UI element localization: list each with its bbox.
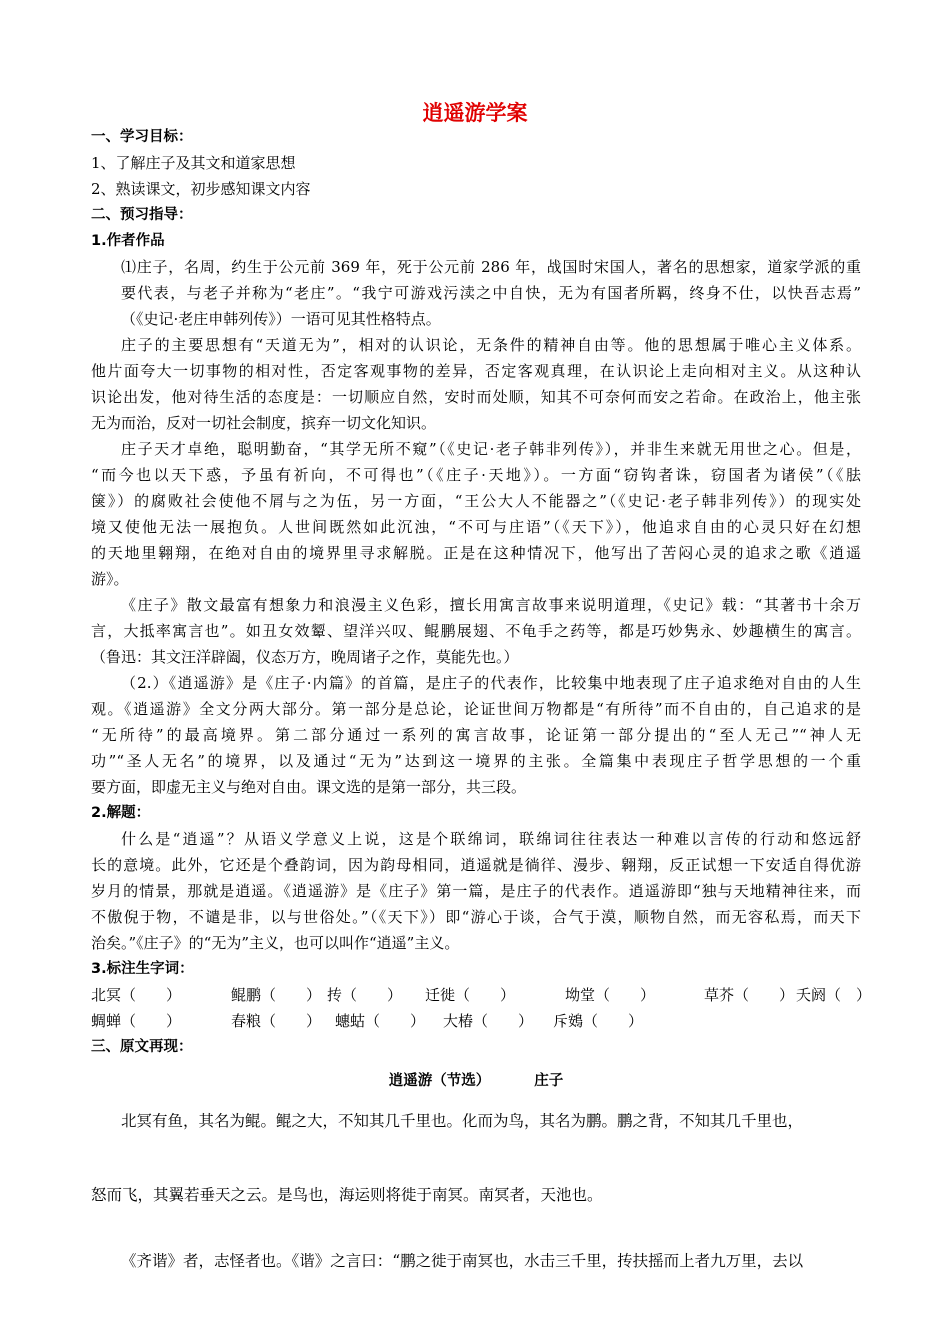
section-heading-goals: 一、学习目标： [91, 129, 193, 145]
vocab-blank: 坳堂（ ） [565, 986, 656, 1004]
paragraph-line: 庄子的主要思想有“天道无为”，相对的认识论，无条件的精神自由等。他的思想属于唯心主义体系。 [121, 336, 861, 354]
goal-item: 1、了解庄子及其文和道家思想 [91, 154, 296, 172]
original-text-line: 《齐谐》者，志怪者也。《谐》之言曰：“鹏之徙于南冥也，水击三千里，抟扶摇而上者九万里，去以 [121, 1252, 804, 1270]
paragraph-line: （《史记·老庄申韩列传》）一语可见其性格特点。 [121, 310, 441, 328]
paragraph-line: 观。《逍遥游》全文分两大部分。第一部分是总论，论证世间万物都是“有所待”而不自由的，自己追求的是 [91, 700, 861, 718]
section-heading-preview: 二、预习指导： [91, 207, 193, 223]
page-title: 逍遥游学案 [422, 101, 528, 125]
paragraph-line: 无为而治，反对一切社会制度，摈弃一切文化知识。 [91, 414, 437, 432]
vocab-blank: 大椿（ ） [443, 1012, 534, 1030]
vocab-blank: 春粮（ ） [231, 1012, 322, 1030]
paragraph-line: 要代表，与老子并称为“老庄”。“我宁可游戏污渎之中自快，无为有国者所羁，终身不仕，以快吾志焉” [121, 284, 861, 302]
paragraph-line: 箧》）的腐败社会使他不屑与之为伍，另一方面，“王公大人不能器之”（《史记·老子韩非列传》）的现实处 [91, 492, 861, 510]
paragraph-line: 岁月的情景，那就是逍遥。《逍遥游》是《庄子》第一篇，是庄子的代表作。逍遥游即“独与天地精神往来，而 [91, 882, 861, 900]
document-body [91, 124, 872, 1274]
paragraph-line: （鲁迅：其文汪洋辟阖，仪态万方，晚周诸子之作，莫能先也。） [91, 648, 519, 666]
subheading-author-works: 1.作者作品 [91, 233, 165, 249]
paragraph-line: 要方面，即虚无主义与绝对自由。课文选的是第一部分，共三段。 [91, 778, 527, 796]
work-title-line [91, 1066, 861, 1096]
subheading-title-explain: 2.解题： [91, 805, 151, 821]
goal-item: 2、熟读课文，初步感知课文内容 [91, 180, 311, 198]
paragraph-background [91, 436, 861, 592]
paragraph-line: 庄子天才卓绝，聪明勤奋，“其学无所不窥”（《史记·老子韩非列传》），并非生来就无用世之心。但是， [121, 440, 861, 458]
paragraph-thought [91, 332, 861, 436]
work-title: 逍遥游（节选） [388, 1073, 491, 1089]
paragraph-line: 言，大抵率寓言也”。如丑女效颦、望洋兴叹、鲲鹏展翅、不龟手之药等，都是巧妙隽永、妙趣横生的寓言。 [91, 622, 861, 640]
paragraph-prose-style [91, 592, 861, 670]
vocab-row [91, 1008, 861, 1034]
section-heading-original-text: 三、原文再现： [91, 1039, 193, 1055]
paragraph-line: 《庄子》散文最富有想象力和浪漫主义色彩，擅长用寓言故事来说明道理，《史记》载：“其著书十余万 [121, 596, 861, 614]
paragraph-line: 功”“圣人无名”的境界，以及通过“无为”达到这一境界的主张。全篇集中表现庄子哲学思想的一个重 [91, 752, 861, 770]
vocab-blank: 鲲鹏（ ） [231, 986, 322, 1004]
vocab-blank: 北冥（ ） [91, 986, 182, 1004]
paragraph-line: “而今也以天下惑，予虽有祈向，不可得也”（《庄子·天地》）。一方面“窃钩者诛，窃国者为诸侯”（《胠 [91, 466, 861, 484]
paragraph-line: ⑴庄子，名周，约生于公元前 369 年，死于公元前 286 年，战国时宋国人，著名的思想家，道家学派的重 [121, 258, 861, 276]
paragraph-xiaoyaoyou [91, 670, 861, 800]
subheading-vocabulary: 3.标注生字词： [91, 961, 194, 977]
vocab-blank: 抟（ ） [327, 986, 403, 1004]
paragraph-line: （2.）《逍遥游》是《庄子·内篇》的首篇，是庄子的代表作，比较集中地表现了庄子追求绝对自由的人生 [121, 674, 861, 692]
original-text-line: 北冥有鱼，其名为鲲。鲲之大，不知其几千里也。化而为鸟，其名为鹏。鹏之背，不知其几千里也， [121, 1112, 804, 1130]
paragraph-line: 不傲倪于物，不谴是非，以与世俗处。”（《天下》）即“游心于谈，合气于漠，顺物自然，而无容私焉，而天下 [91, 908, 861, 926]
vocab-blank: 斥鴳（ ） [553, 1012, 644, 1030]
vocab-blank: 夭阏（ ） [796, 986, 872, 1004]
paragraph-line: 治矣。”《庄子》的“无为”主义，也可以叫作“逍遥”主义。 [91, 934, 460, 952]
paragraph-line: 境又使他无法一展抱负。人世间既然如此沉浊，“不可与庄语”（《天下》），他追求自由的心灵只好在幻想 [91, 518, 861, 536]
vocab-row [91, 982, 872, 1008]
paragraph-line: 识论出发，他对待生活的态度是：一切顺应自然，安时而处顺，知其不可奈何而安之若命。在政治上，他主张 [91, 388, 861, 406]
paragraph-title-explain [91, 826, 861, 956]
vocab-blank: 迁徙（ ） [425, 986, 516, 1004]
vocab-blank: 草芥（ ） [704, 986, 795, 1004]
vocab-blank: 蟪蛄（ ） [335, 1012, 426, 1030]
paragraph-line: “无所待”的最高境界。第二部分通过一系列的寓言故事，论证第一部分提出的“至人无己”“神人无 [91, 726, 861, 744]
paragraph-line: 他片面夸大一切事物的相对性，否定客观事物的差异，否定客观真理，在认识论上走向相对主义。从这种认 [91, 362, 861, 380]
paragraph-line: 长的意境。此外，它还是个叠韵词，因为韵母相同，逍遥就是徜徉、漫步、翱翔，反正试想一下安适自得优游 [91, 856, 861, 874]
original-text-line: 怒而飞，其翼若垂天之云。是鸟也，海运则将徙于南冥。南冥者，天池也。 [91, 1186, 603, 1204]
paragraph-line: 什么是“逍遥”？从语义学意义上说，这是个联绵词，联绵词往往表达一种难以言传的行动和悠远舒 [121, 830, 861, 848]
paragraph-line: 的天地里翱翔，在绝对自由的境界里寻求解脱。正是在这种情况下，他写出了苦闷心灵的追求之歌《逍遥 [91, 544, 861, 562]
paragraph-author-intro [91, 254, 861, 332]
work-author: 庄子 [534, 1073, 564, 1089]
paragraph-line: 游》。 [91, 570, 129, 588]
vocab-blank: 蜩蝉（ ） [91, 1012, 182, 1030]
